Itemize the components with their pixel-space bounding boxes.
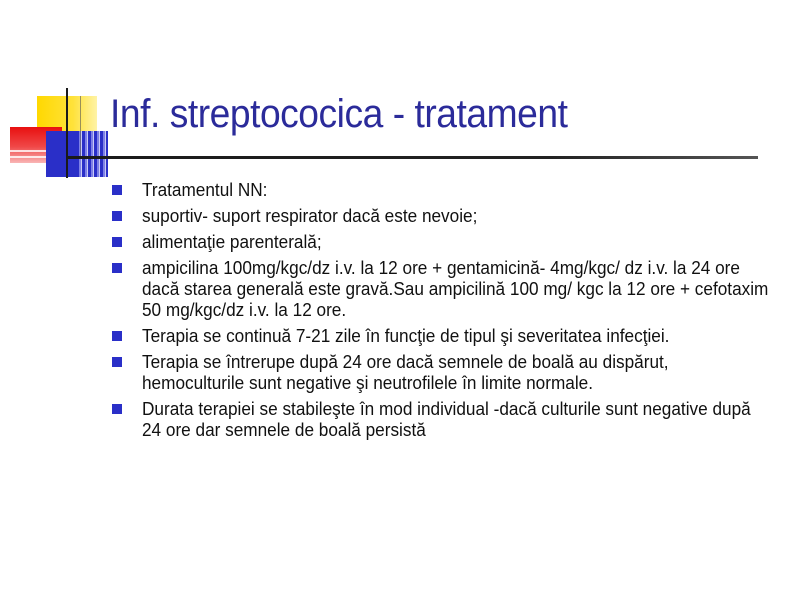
square-bullet-icon <box>112 185 122 195</box>
square-bullet-icon <box>112 331 122 341</box>
title-underline <box>68 156 758 159</box>
bullet-list <box>110 180 770 446</box>
list-item <box>110 326 770 347</box>
list-item <box>110 258 770 321</box>
list-item <box>110 352 770 394</box>
vertical-line <box>66 88 68 178</box>
list-item <box>110 232 770 253</box>
bullet-text: alimentaţie parenterală; <box>142 232 322 252</box>
bullet-text: Durata terapiei se stabileşte în mod individual -dacă culturile sunt negative după 24 ore dar semnele de boală persistă <box>142 399 751 440</box>
blue-square <box>46 131 76 177</box>
list-item <box>110 180 770 201</box>
bullet-text: Terapia se întrerupe după 24 ore dacă semnele de boală au dispărut, hemoculturile sunt negative şi neutrofilele în limite normale. <box>142 352 669 393</box>
square-bullet-icon <box>112 404 122 414</box>
vertical-line <box>80 96 81 156</box>
bullet-text: Tratamentul NN: <box>142 180 268 200</box>
list-item <box>110 206 770 227</box>
slide-title: Inf. streptococica - tratament <box>110 92 568 136</box>
bullet-text: ampicilina 100mg/kgc/dz i.v. la 12 ore + gentamicină- 4mg/kgc/ dz i.v. la 24 ore dacă starea generală este gravă.Sau ampicilină 100 mg/ kgc la 12 ore + cefotaxim 50 mg/kgc/dz i.v. la 12 ore. <box>142 258 769 320</box>
square-bullet-icon <box>112 357 122 367</box>
square-bullet-icon <box>112 237 122 247</box>
square-bullet-icon <box>112 211 122 221</box>
bullet-text: suportiv- suport respirator dacă este nevoie; <box>142 206 478 226</box>
list-item <box>110 399 770 441</box>
bullet-text: Terapia se continuă 7-21 zile în funcţie de tipul şi severitatea infecţiei. <box>142 326 670 346</box>
square-bullet-icon <box>112 263 122 273</box>
